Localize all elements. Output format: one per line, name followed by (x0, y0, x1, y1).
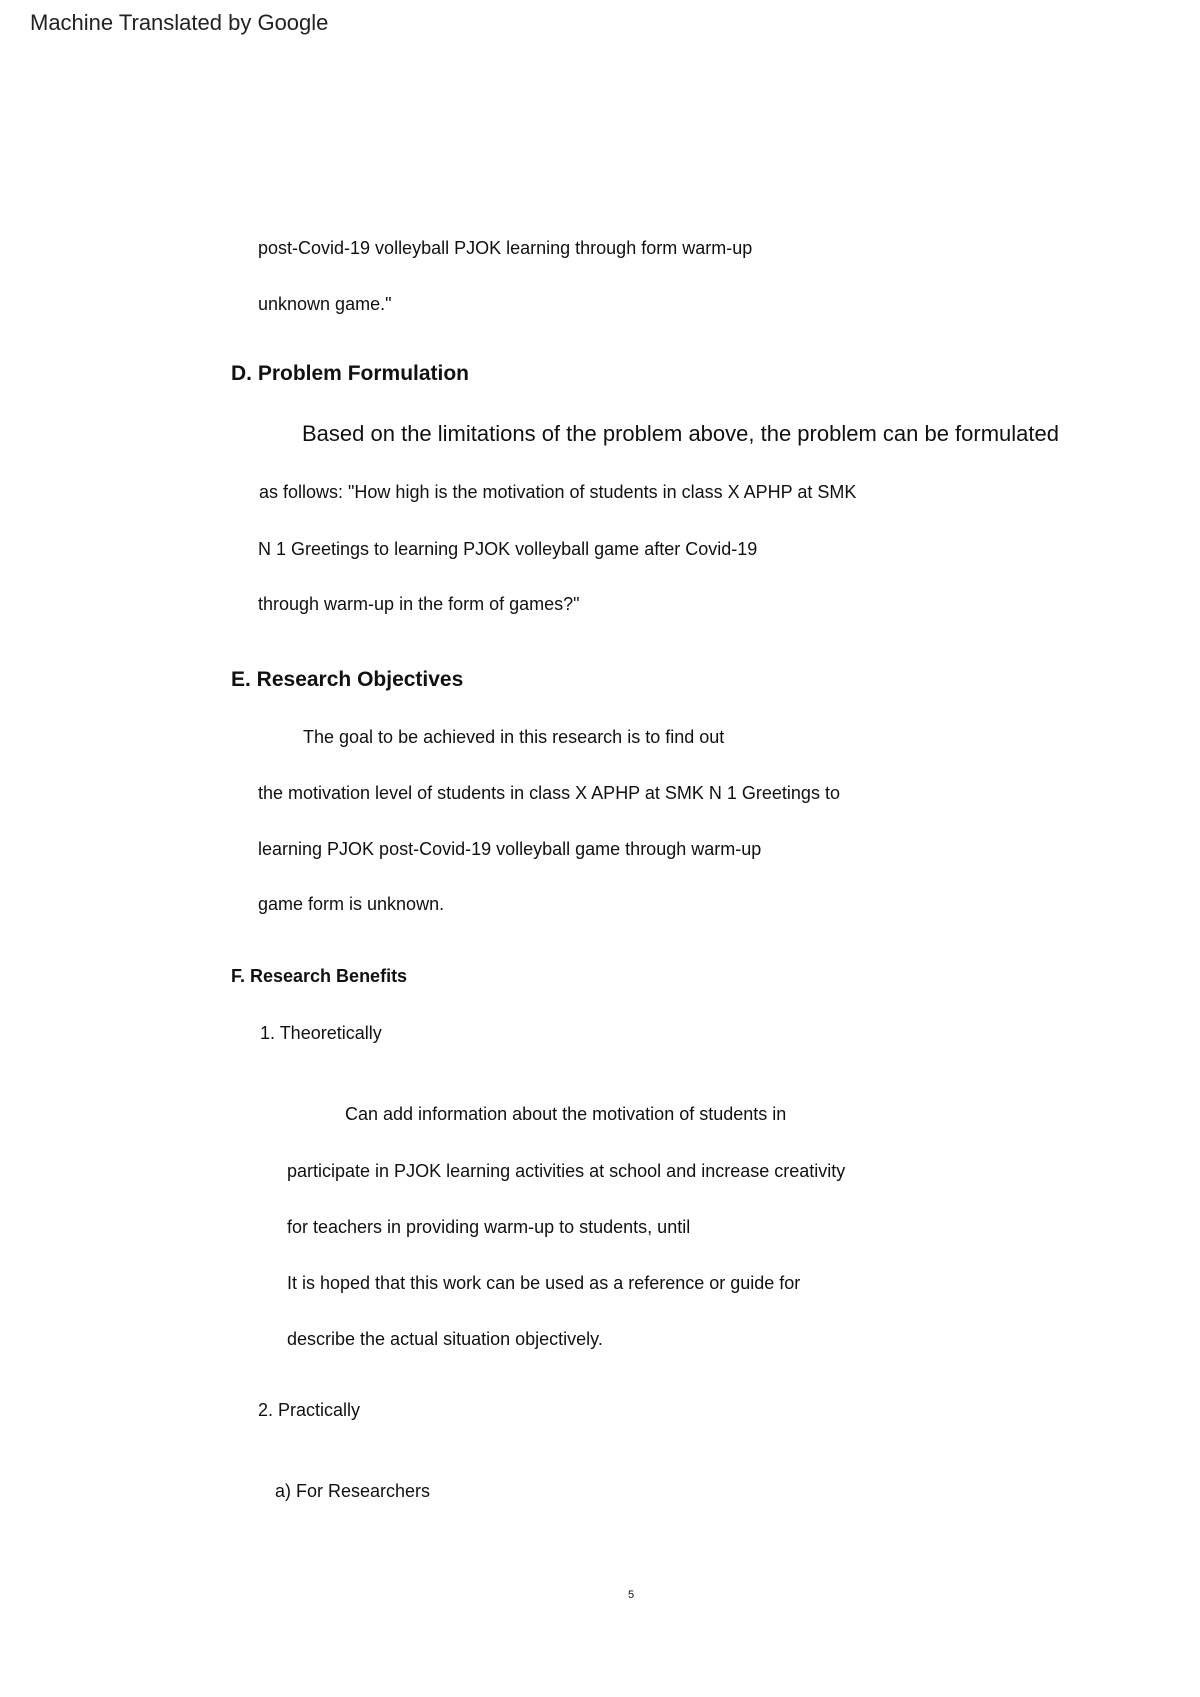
theoretical-line-3: for teachers in providing warm-up to students, until (287, 1217, 691, 1237)
theoretical-line-1: Can add information about the motivation of students in (345, 1104, 787, 1124)
problem-line-1: Based on the limitations of the problem above, the problem can be formulated (302, 421, 1060, 446)
heading-research-benefits: F. Research Benefits (231, 966, 408, 986)
intro-line-1: post-Covid-19 volleyball PJOK learning through form warm-up (258, 238, 753, 258)
heading-problem-formulation: D. Problem Formulation (231, 362, 470, 385)
objectives-line-3: learning PJOK post-Covid-19 volleyball game through warm-up (258, 839, 762, 859)
intro-line-2: unknown game." (258, 294, 392, 314)
page-number: 5 (628, 1589, 635, 1601)
theoretical-line-5: describe the actual situation objectively. (287, 1329, 603, 1349)
objectives-line-2: the motivation level of students in class X APHP at SMK N 1 Greetings to (258, 783, 840, 803)
heading-research-objectives: E. Research Objectives (231, 668, 464, 691)
problem-line-3: N 1 Greetings to learning PJOK volleyball game after Covid-19 (258, 539, 758, 559)
list-item-for-researchers: a) For Researchers (275, 1481, 431, 1501)
objectives-line-4: game form is unknown. (258, 894, 445, 914)
theoretical-line-2: participate in PJOK learning activities at school and increase creativity (287, 1161, 846, 1181)
list-item-practically: 2. Practically (258, 1400, 361, 1420)
problem-line-2: as follows: "How high is the motivation of students in class X APHP at SMK (259, 482, 857, 502)
list-item-theoretically: 1. Theoretically (260, 1023, 382, 1043)
machine-translated-banner: Machine Translated by Google (30, 10, 329, 35)
theoretical-line-4: It is hoped that this work can be used as a reference or guide for (287, 1273, 801, 1293)
objectives-line-1: The goal to be achieved in this research is to find out (303, 727, 725, 747)
problem-line-4: through warm-up in the form of games?" (258, 594, 580, 614)
